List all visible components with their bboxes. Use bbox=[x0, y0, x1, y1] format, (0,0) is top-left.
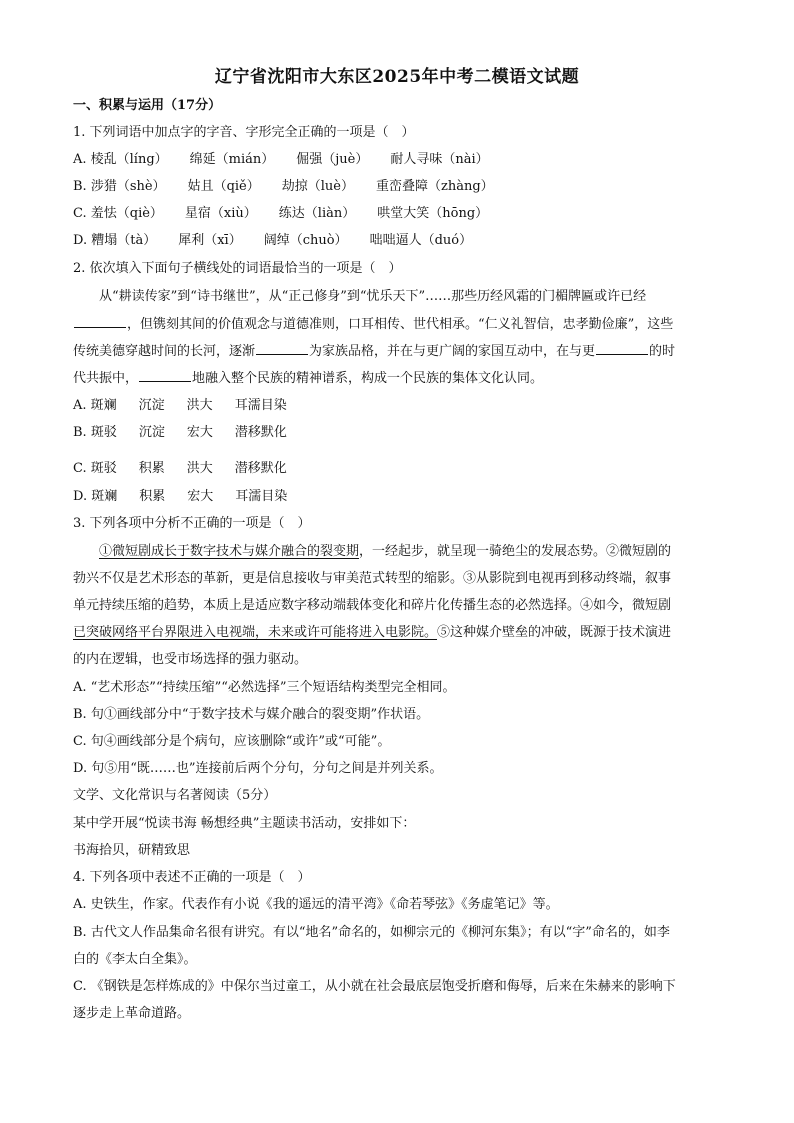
q1-option-d: D. 糟塌（tà） 犀利（xī） 阔绰（chuò） 咄咄逼人（duó） bbox=[73, 233, 473, 248]
q2-passage-line-1: 从“耕读传家”到“诗书继世”，从“正己修身”到“忧乐天下”……那些历经风霜的门楣牌匾或许已经 bbox=[99, 289, 647, 304]
activity-subtitle: 书海拾贝，研精致思 bbox=[73, 843, 191, 858]
q3-option-c: C. 句④画线部分是个病句，应该删除“或许”或“可能”。 bbox=[73, 734, 391, 749]
q1-option-b: B. 涉猎（shè） 姑且（qiě） 劫掠（luè） 重峦叠障（zhàng） bbox=[73, 179, 494, 194]
q1-stem: 1. 下列词语中加点字的字音、字形完全正确的一项是（ ） bbox=[73, 125, 415, 140]
q3-passage-line-1: ①微短剧成长于数字技术与媒介融合的裂变期，一经起步，就呈现一骑绝尘的发展态势。②微短剧的 bbox=[99, 544, 672, 559]
q4-option-b-line-2: 白的《李太白全集》。 bbox=[73, 952, 197, 967]
fill-blank bbox=[74, 315, 126, 328]
q3-stem: 3. 下列各项中分析不正确的一项是（ ） bbox=[73, 516, 311, 531]
q3-option-d: D. 句⑤用“既……也”连接前后两个分句，分句之间是并列关系。 bbox=[73, 761, 443, 776]
fill-blank bbox=[139, 369, 191, 382]
q4-option-c-line-2: 逐步走上革命道路。 bbox=[73, 1006, 191, 1021]
underlined-sentence-4: 已突破网络平台界限进入电视端，未来或许可能将进入电影院。 bbox=[73, 625, 438, 640]
q2-option-a: A. 斑斓 沉淀 洪大 耳濡目染 bbox=[73, 398, 287, 413]
q2-passage-line-2: ，但镌刻其间的价值观念与道德准则，口耳相传、世代相承。“仁义礼智信，忠孝勤俭廉”，这些 bbox=[73, 315, 723, 334]
q4-option-c-line-1: C. 《钢铁是怎样炼成的》中保尔当过童工，从小就在社会最底层饱受折磨和侮辱，后来在朱赫来的影响下 bbox=[73, 979, 676, 994]
section-heading-2: 文学、文化常识与名著阅读（5分） bbox=[73, 788, 277, 803]
q4-option-b-line-1: B. 古代文人作品集命名很有讲究。有以“地名”命名的，如柳宗元的《柳河东集》；有以“字”命名的，如李 bbox=[73, 925, 670, 940]
q3-option-b: B. 句①画线部分中“于数字技术与媒介融合的裂变期”作状语。 bbox=[73, 707, 430, 722]
activity-intro: 某中学开展“悦读书海 畅想经典”主题读书活动，安排如下： bbox=[73, 816, 416, 831]
underlined-sentence-1: ①微短剧成长于数字技术与媒介融合的裂变期 bbox=[99, 544, 360, 559]
q4-option-a: A. 史铁生，作家。代表作有小说《我的遥远的清平湾》《命若琴弦》《务虚笔记》等。 bbox=[73, 897, 559, 912]
q1-option-a: A. 棱乱（líng） 绵延（mián） 倔强（juè） 耐人寻味（nài） bbox=[73, 152, 489, 167]
q4-stem: 4. 下列各项中表述不正确的一项是（ ） bbox=[73, 870, 311, 885]
q2-passage-line-3: 传统美德穿越时间的长河，逐渐 为家族品格，并在与更广阔的家国互动中，在与更 的时 bbox=[73, 344, 676, 359]
q2-stem: 2. 依次填入下面句子横线处的词语最恰当的一项是（ ） bbox=[73, 261, 402, 276]
q2-option-c: C. 斑驳 积累 洪大 潜移默化 bbox=[73, 461, 287, 476]
q1-option-c: C. 羞怯（qiè） 星宿（xiù） 练达（liàn） 哄堂大笑（hōng） bbox=[73, 206, 489, 221]
fill-blank bbox=[256, 342, 308, 355]
q3-passage-line-2: 勃兴不仅是艺术形态的革新，更是信息接收与审美范式转型的缩影。③从影院到电视再到移动终端，叙事 bbox=[73, 571, 672, 586]
q3-option-a: A. “艺术形态”“持续压缩”“必然选择”三个短语结构类型完全相同。 bbox=[73, 680, 456, 695]
q2-passage-line-4: 代共振中， 地融入整个民族的精神谱系，构成一个民族的集体文化认同。 bbox=[73, 371, 544, 386]
q2-option-d: D. 斑斓 积累 宏大 耳濡目染 bbox=[73, 489, 288, 504]
section-heading-1: 一、积累与运用（17分） bbox=[73, 98, 222, 113]
q3-passage-line-5: 的内在逻辑，也受市场选择的强力驱动。 bbox=[73, 652, 308, 667]
page-title: 辽宁省沈阳市大东区2025年中考二模语文试题 bbox=[214, 67, 580, 87]
q3-passage-line-3: 单元持续压缩的趋势，本质上是适应数字移动端载体变化和碎片化传播生态的必然选择。④如今，微短剧 bbox=[73, 598, 672, 613]
q2-option-b: B. 斑驳 沉淀 宏大 潜移默化 bbox=[73, 425, 287, 440]
q3-passage-line-4: 已突破网络平台界限进入电视端，未来或许可能将进入电影院。⑤这种媒介壁垒的冲破，既源于技术演进 bbox=[73, 625, 672, 640]
fill-blank bbox=[596, 342, 648, 355]
